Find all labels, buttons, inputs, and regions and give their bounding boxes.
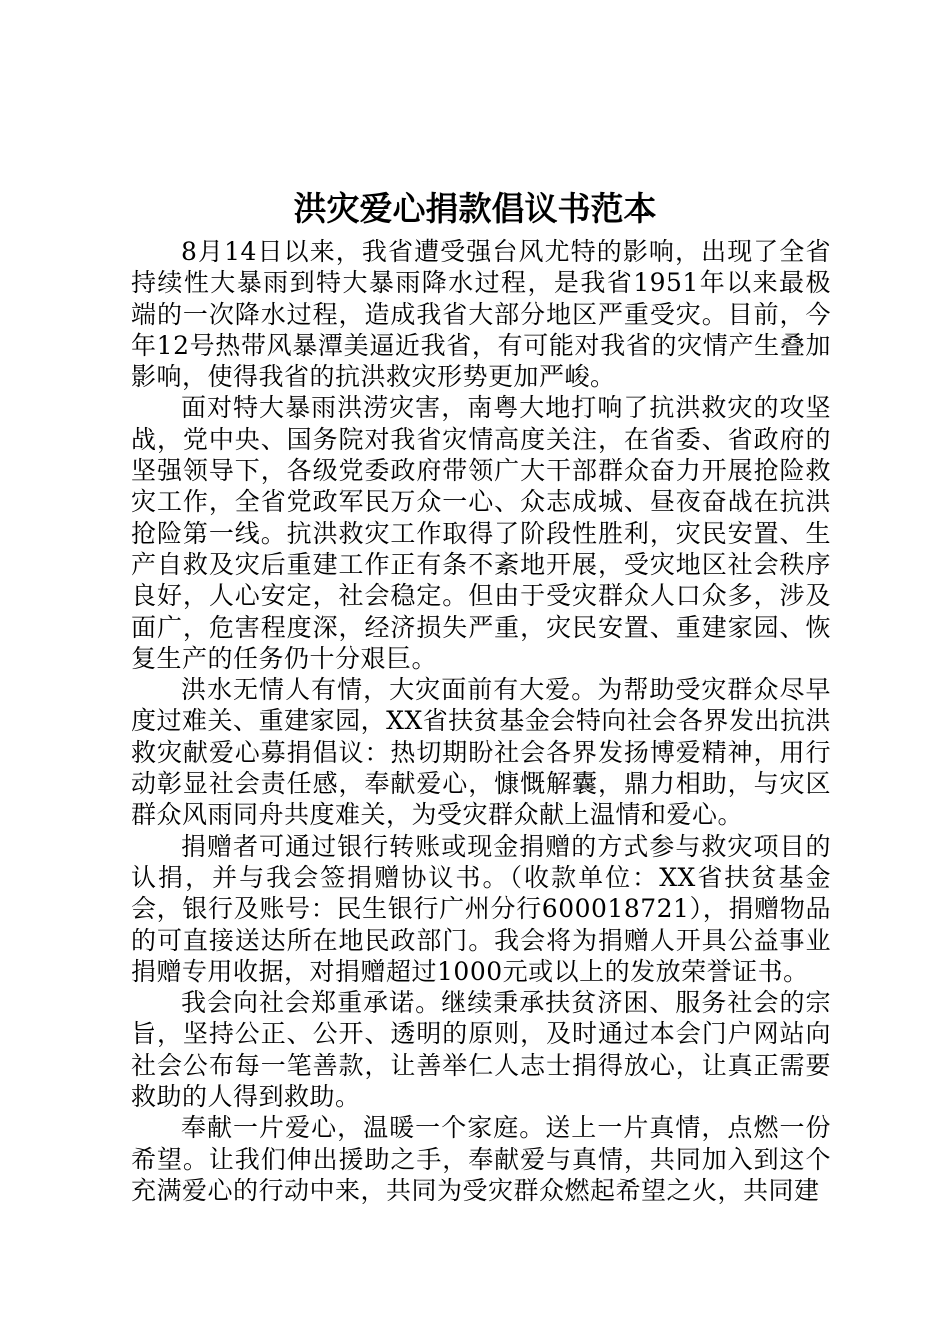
paragraph-5: 我会向社会郑重承诺。继续秉承扶贫济困、服务社会的宗旨，坚持公正、公开、透明的原则，及时通过本会门户网站向社会公布每一笔善款，让善举仁人志士捐得放心，让真正需要救助的人得到救助。 [131,988,831,1112]
paragraph-4: 捐赠者可通过银行转账或现金捐赠的方式参与救灾项目的认捐，并与我会签捐赠协议书。（收款单位：XX省扶贫基金会，银行及账号：民生银行广州分行600018721），捐赠物品的可直接送达所在地民政部门。我会将为捐赠人开具公益事业捐赠专用收据，对捐赠超过1000元或以上的发放荣誉证书。 [131,831,831,986]
paragraph-6: 奉献一片爱心，温暖一个家庭。送上一片真情，点燃一份希望。让我们伸出援助之手，奉献爱与真情，共同加入到这个充满爱心的行动中来，共同为受灾群众燃起希望之火，共同建 [131,1113,831,1205]
paragraph-3: 洪水无情人有情，大灾面前有大爱。为帮助受灾群众尽早度过难关、重建家园，XX省扶贫基金会特向社会各界发出抗洪救灾献爱心募捐倡议：热切期盼社会各界发扬博爱精神，用行动彰显社会责任感，奉献爱心，慷慨解囊，鼎力相助，与灾区群众风雨同舟共度难关，为受灾群众献上温情和爱心。 [131,675,831,830]
document-body [131,236,831,1206]
paragraph-2: 面对特大暴雨洪涝灾害，南粤大地打响了抗洪救灾的攻坚战，党中央、国务院对我省灾情高度关注，在省委、省政府的坚强领导下，各级党委政府带领广大干部群众奋力开展抢险救灾工作，全省党政军民万众一心、众志成城、昼夜奋战在抗洪抢险第一线。抗洪救灾工作取得了阶段性胜利，灾民安置、生产自救及灾后重建工作正有条不紊地开展，受灾地区社会秩序良好，人心安定，社会稳定。但由于受灾群众人口众多，涉及面广，危害程度深，经济损失严重，灾民安置、重建家园、恢复生产的任务仍十分艰巨。 [131,393,831,673]
document-title: 洪灾爱心捐款倡议书范本 [293,189,657,228]
paragraph-1: 8月14日以来，我省遭受强台风尤特的影响，出现了全省持续性大暴雨到特大暴雨降水过程，是我省1951年以来最极端的一次降水过程，造成我省大部分地区严重受灾。目前，今年12号热带风暴潭美逼近我省，有可能对我省的灾情产生叠加影响，使得我省的抗洪救灾形势更加严峻。 [131,237,831,392]
